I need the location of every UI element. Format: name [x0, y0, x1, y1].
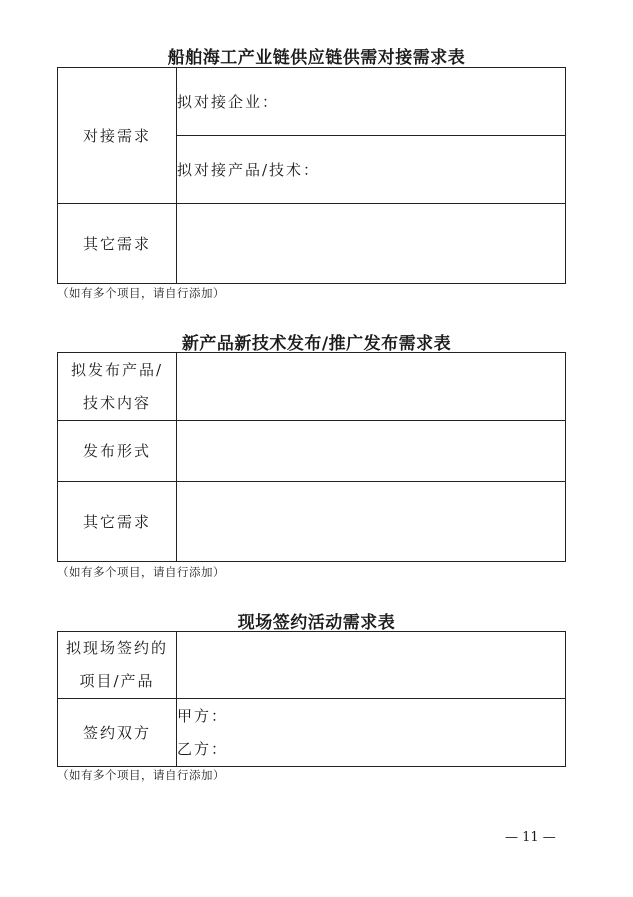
table3-title: 现场签约活动需求表	[237, 613, 396, 633]
party-a-label: 甲方：	[177, 706, 229, 725]
release-form-field[interactable]	[177, 421, 566, 482]
supply-demand-table	[57, 67, 566, 284]
table2-title: 新产品新技术发布/推广发布需求表	[181, 334, 452, 354]
release-form-label: 发布形式	[58, 421, 177, 482]
signing-project-label-line2: 项目/产品	[79, 672, 155, 690]
release-content-label	[58, 353, 177, 421]
signing-parties-field[interactable]	[177, 699, 566, 767]
other-demand-label-2: 其它需求	[58, 482, 177, 562]
signing-project-label	[58, 632, 177, 699]
signing-project-field[interactable]	[177, 632, 566, 699]
docking-demand-label: 对接需求	[58, 68, 177, 204]
release-content-label-line1: 拟发布产品/	[70, 360, 164, 379]
release-content-field[interactable]	[177, 353, 566, 421]
table1-note: （如有多个项目，请自行添加）	[57, 286, 225, 300]
product-release-table	[57, 352, 566, 562]
signing-project-label-line1: 拟现场签约的	[65, 639, 168, 657]
signing-event-table	[57, 631, 566, 767]
target-product-field[interactable]	[177, 136, 566, 204]
signing-parties-label: 签约双方	[58, 699, 177, 767]
party-b-label: 乙方：	[177, 739, 229, 758]
table3-note: （如有多个项目，请自行添加）	[57, 768, 225, 782]
table1-title: 船舶海工产业链供应链供需对接需求表	[167, 48, 466, 68]
other-demand-label: 其它需求	[58, 204, 177, 284]
table2-note: （如有多个项目，请自行添加）	[57, 565, 225, 579]
page-number: — 11 —	[505, 830, 556, 845]
release-content-label-line2: 技术内容	[82, 393, 151, 412]
other-demand-field-2[interactable]	[177, 482, 566, 562]
other-demand-field[interactable]	[177, 204, 566, 284]
target-product-label: 拟对接产品/技术：	[177, 161, 321, 179]
target-company-label: 拟对接企业：	[177, 93, 280, 111]
target-company-field[interactable]	[177, 68, 566, 136]
